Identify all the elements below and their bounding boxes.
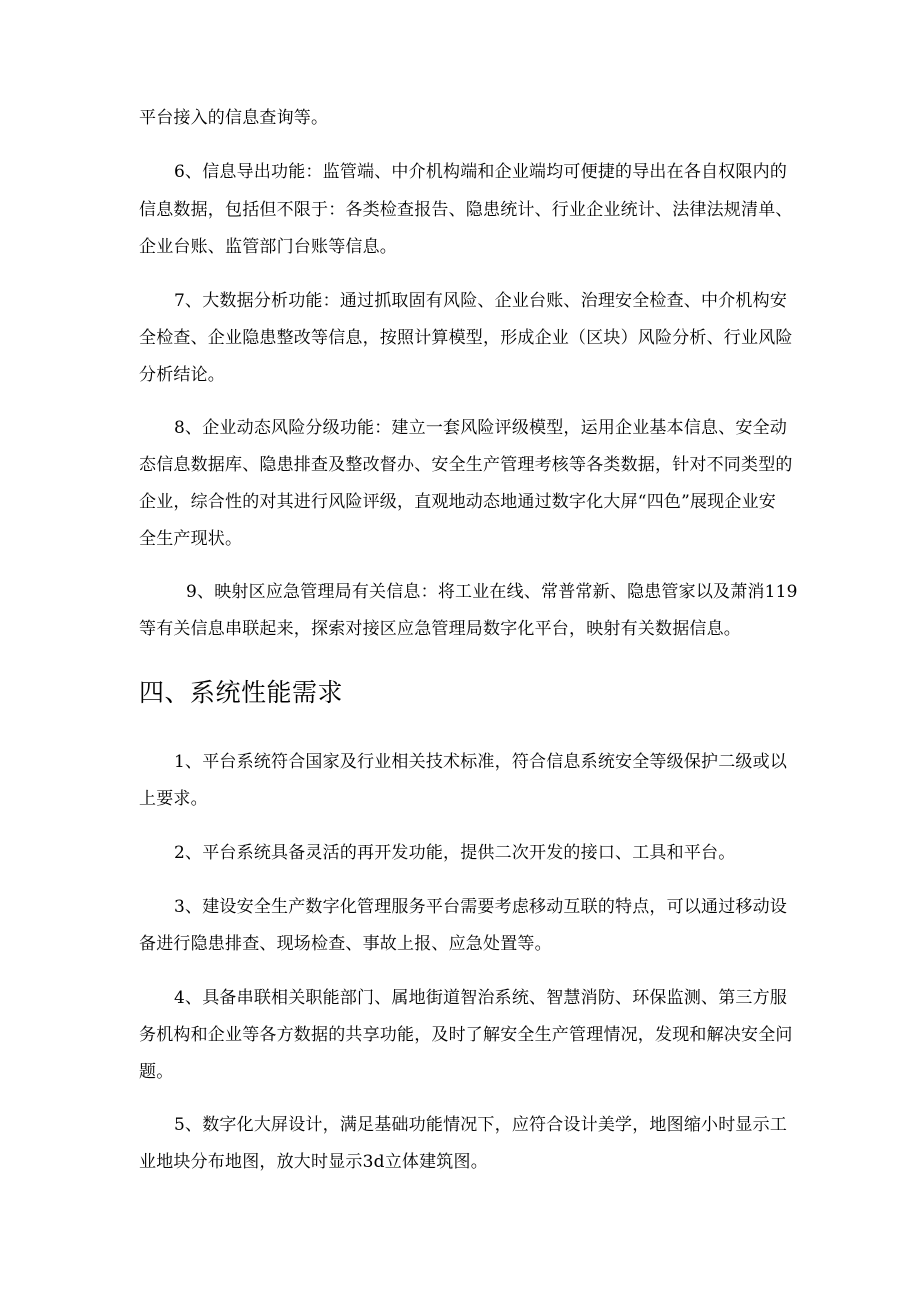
section-heading: 四、系统性能需求: [139, 678, 344, 707]
section4-item-1-line-1: 1、平台系统符合国家及行业相关技术标准，符合信息系统安全等级保护二级或以: [174, 752, 788, 772]
section4-item-5-line-2: 业地块分布地图，放大时显示3d立体建筑图。: [139, 1152, 488, 1172]
section4-item-3-line-1: 3、建设安全生产数字化管理服务平台需要考虑移动互联的特点，可以通过移动设: [174, 897, 788, 917]
item-9-line-1: 9、映射区应急管理局有关信息：将工业在线、常普常新、隐患管家以及萧消119: [186, 582, 798, 602]
item-8-line-3: 企业，综合性的对其进行风险评级，直观地动态地通过数字化大屏“四色”展现企业安: [139, 492, 776, 512]
item-8-line-1: 8、企业动态风险分级功能：建立一套风险评级模型，运用企业基本信息、安全动: [174, 418, 788, 438]
section4-item-3-line-2: 备进行隐患排查、现场检查、事故上报、应急处置等。: [139, 934, 552, 954]
section4-item-4-line-1: 4、具备串联相关职能部门、属地街道智治系统、智慧消防、环保监测、第三方服: [174, 988, 788, 1008]
paragraph-continuation: 平台接入的信息查询等。: [139, 108, 329, 128]
section4-item-1-line-2: 上要求。: [139, 789, 208, 809]
item-8-line-2: 态信息数据库、隐患排查及整改督办、安全生产管理考核等各类数据，针对不同类型的: [139, 455, 793, 475]
item-7-line-2: 全检查、企业隐患整改等信息，按照计算模型，形成企业（区块）风险分析、行业风险: [139, 328, 793, 348]
item-7-line-1: 7、大数据分析功能：通过抓取固有风险、企业台账、治理安全检查、中介机构安: [174, 291, 788, 311]
section4-item-4-line-2: 务机构和企业等各方数据的共享功能，及时了解安全生产管理情况，发现和解决安全问: [139, 1025, 793, 1045]
item-6-line-1: 6、信息导出功能：监管端、中介机构端和企业端均可便捷的导出在各自权限内的: [174, 162, 788, 182]
section4-item-5-line-1: 5、数字化大屏设计，满足基础功能情况下，应符合设计美学，地图缩小时显示工: [174, 1115, 788, 1135]
section4-item-2-line-1: 2、平台系统具备灵活的再开发功能，提供二次开发的接口、工具和平台。: [174, 843, 736, 863]
item-7-line-3: 分析结论。: [139, 365, 225, 385]
item-8-line-4: 全生产现状。: [139, 529, 243, 549]
item-6-line-3: 企业台账、监管部门台账等信息。: [139, 237, 397, 257]
item-9-line-2: 等有关信息串联起来，探索对接区应急管理局数字化平台，映射有关数据信息。: [139, 619, 741, 639]
section4-item-4-line-3: 题。: [139, 1062, 174, 1082]
item-6-line-2: 信息数据，包括但不限于：各类检查报告、隐患统计、行业企业统计、法律法规清单、: [139, 200, 793, 220]
